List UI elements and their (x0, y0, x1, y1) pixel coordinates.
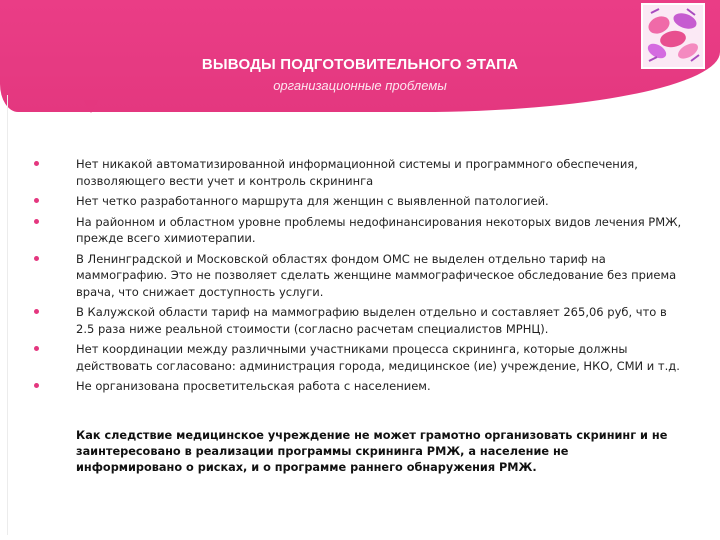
bullet-dot-icon (34, 309, 39, 314)
list-item (34, 341, 684, 374)
hands-logo-icon (641, 3, 705, 69)
bullet-dot-icon (34, 256, 39, 261)
list-item-text: Нет координации между различными участниками процесса скрининга, которые должны действовать согласовано: администрация города, медицинское (ие) учреждение, НКО, СМИ и т.д. (76, 342, 680, 373)
list-item (34, 251, 684, 301)
list-item-text: Нет никакой автоматизированной информационной системы и программного обеспечения, позволяющего вести учет и контроль скрининга (76, 157, 638, 188)
list-item-text: Не организована просветительская работа с населением. (76, 379, 431, 393)
list-item-text: Нет четко разработанного маршрута для женщин с выявленной патологией. (76, 194, 549, 208)
list-item (34, 193, 684, 210)
bullet-list (34, 156, 684, 399)
slide-subtitle: организационные проблемы (273, 78, 447, 93)
list-item (34, 214, 684, 247)
bullet-dot-icon (34, 161, 39, 166)
bullet-dot-icon (34, 346, 39, 351)
list-item (34, 304, 684, 337)
bullet-dot-icon (34, 383, 39, 388)
left-guide-line (7, 95, 8, 535)
list-item (34, 378, 684, 395)
slide-title: ВЫВОДЫ ПОДГОТОВИТЕЛЬНОГО ЭТАПА (201, 56, 519, 73)
list-item-text: В Калужской области тариф на маммографию выделен отдельно и составляет 265,06 руб, что в 2.5 раза ниже реальной стоимости (согласно расчетам специалистов МРНЦ). (76, 305, 667, 336)
bullet-dot-icon (34, 198, 39, 203)
conclusion-text: Как следствие медицинское учреждение не может грамотно организовать скрининг и не заинтересовано в реализации программы скрининга РМЖ, а население не информировано о рисках, и о программе раннего обнаружения РМЖ. (76, 429, 668, 474)
list-item-text: В Ленинградской и Московской областях фондом ОМС не выделен отдельно тариф на маммографию. Это не позволяет сделать женщине маммографическое обследование без приема врача, что снижает доступность услуги. (76, 251, 677, 299)
bullet-dot-icon (34, 219, 39, 224)
list-item (34, 156, 684, 189)
banner-speech-tail (84, 100, 98, 113)
hands-logo-graphic (643, 5, 703, 67)
list-item-text: На районном и областном уровне проблемы недофинансирования некоторых видов лечения РМЖ, прежде всего химиотерапии. (76, 214, 682, 245)
